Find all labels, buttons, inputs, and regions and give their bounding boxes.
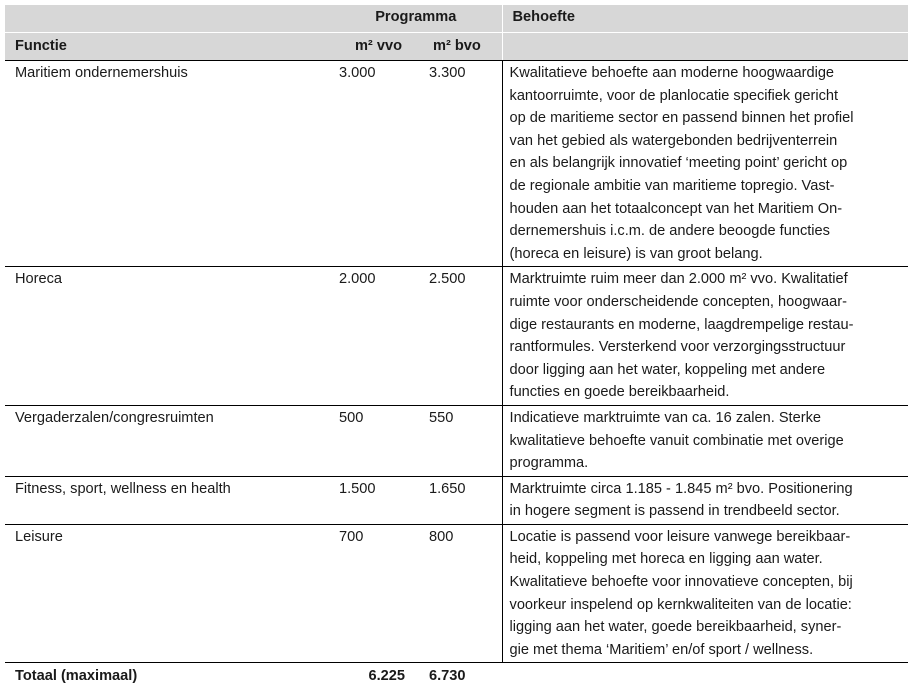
- behoefte-line: kantoorruimte, voor de planlocatie specifiek gericht: [509, 87, 839, 104]
- row-vvo: 500: [330, 405, 410, 476]
- row-bvo: 3.300: [410, 61, 502, 267]
- behoefte-line: gie met thema ‘Maritiem’ en/of sport / wellness.: [509, 641, 814, 658]
- row-behoefte: [502, 267, 908, 406]
- row-functie: Horeca: [5, 267, 330, 406]
- behoefte-line: kwalitatieve behoefte vanuit combinatie met overige: [509, 432, 844, 449]
- behoefte-line: Kwalitatieve behoefte voor innovatieve concepten, bij: [509, 574, 853, 591]
- table-group-header: [5, 5, 908, 33]
- behoefte-line: (horeca en leisure) is van groot belang.: [509, 245, 763, 262]
- row-bvo: 550: [410, 405, 502, 476]
- table-row: [5, 524, 908, 663]
- behoefte-line: programma.: [509, 455, 589, 472]
- table-row: [5, 476, 908, 524]
- row-functie: Leisure: [5, 524, 330, 663]
- behoefte-line: in hogere segment is passend in trendbeeld sector.: [509, 503, 840, 520]
- total-vvo: 6.225: [330, 663, 410, 689]
- row-functie: Vergaderzalen/congresruimten: [5, 405, 330, 476]
- behoefte-line: voorkeur inspelend op kernkwaliteiten van de locatie:: [509, 596, 852, 613]
- behoefte-line: ligging aan het water, goede bereikbaarheid, syner-: [509, 619, 842, 636]
- behoefte-line: Locatie is passend voor leisure vanwege bereikbaar-: [509, 528, 851, 545]
- row-functie: Fitness, sport, wellness en health: [5, 476, 330, 524]
- behoefte-line: rantformules. Versterkend voor verzorgingsstructuur: [509, 339, 846, 356]
- row-vvo: 3.000: [330, 61, 410, 267]
- total-label: Totaal (maximaal): [5, 663, 330, 689]
- behoefte-line: ruimte voor onderscheidende concepten, hoogwaar-: [509, 293, 848, 310]
- table-row: [5, 61, 908, 267]
- table-column-header: [5, 33, 908, 61]
- header-programma: Programma: [330, 5, 502, 33]
- behoefte-line: Indicatieve marktruimte van ca. 16 zalen. Sterke: [509, 409, 821, 426]
- header-vvo: m² vvo: [330, 33, 410, 61]
- row-bvo: 1.650: [410, 476, 502, 524]
- header-behoefte: Behoefte: [502, 5, 908, 33]
- row-bvo: 800: [410, 524, 502, 663]
- row-functie: Maritiem ondernemershuis: [5, 61, 330, 267]
- row-behoefte: [502, 61, 908, 267]
- row-vvo: 2.000: [330, 267, 410, 406]
- behoefte-line: door ligging aan het water, koppeling met andere: [509, 361, 826, 378]
- behoefte-line: dernemershuis i.c.m. de andere beoogde functies: [509, 223, 830, 240]
- row-behoefte: [502, 476, 908, 524]
- row-behoefte: [502, 405, 908, 476]
- table-row: [5, 405, 908, 476]
- total-bvo: 6.730: [410, 663, 502, 689]
- behoefte-line: heid, koppeling met horeca en ligging aan water.: [509, 551, 823, 568]
- header-empty-cell: [5, 5, 330, 33]
- behoefte-line: Kwalitatieve behoefte aan moderne hoogwaardige: [509, 65, 835, 81]
- row-vvo: 700: [330, 524, 410, 663]
- behoefte-line: op de maritieme sector en passend binnen het profiel: [509, 110, 854, 127]
- table-row: [5, 267, 908, 406]
- row-bvo: 2.500: [410, 267, 502, 406]
- header-functie: Functie: [5, 33, 330, 61]
- row-behoefte: [502, 524, 908, 663]
- behoefte-line: de regionale ambitie van maritieme topregio. Vast-: [509, 177, 835, 194]
- behoefte-line: Marktruimte ruim meer dan 2.000 m² vvo. Kwalitatief: [509, 271, 848, 288]
- behoefte-line: houden aan het totaalconcept van het Maritiem On-: [509, 200, 843, 217]
- programma-table: [5, 5, 908, 689]
- header-behoefte-empty: [502, 33, 908, 61]
- behoefte-line: van het gebied als watergebonden bedrijventerrein: [509, 132, 838, 149]
- row-vvo: 1.500: [330, 476, 410, 524]
- header-bvo: m² bvo: [410, 33, 502, 61]
- behoefte-line: functies en goede bereikbaarheid.: [509, 384, 730, 401]
- behoefte-line: Marktruimte circa 1.185 - 1.845 m² bvo. Positionering: [509, 480, 853, 497]
- behoefte-line: en als belangrijk innovatief ‘meeting point’ gericht op: [509, 155, 848, 172]
- behoefte-line: dige restaurants en moderne, laagdrempelige restau-: [509, 316, 854, 333]
